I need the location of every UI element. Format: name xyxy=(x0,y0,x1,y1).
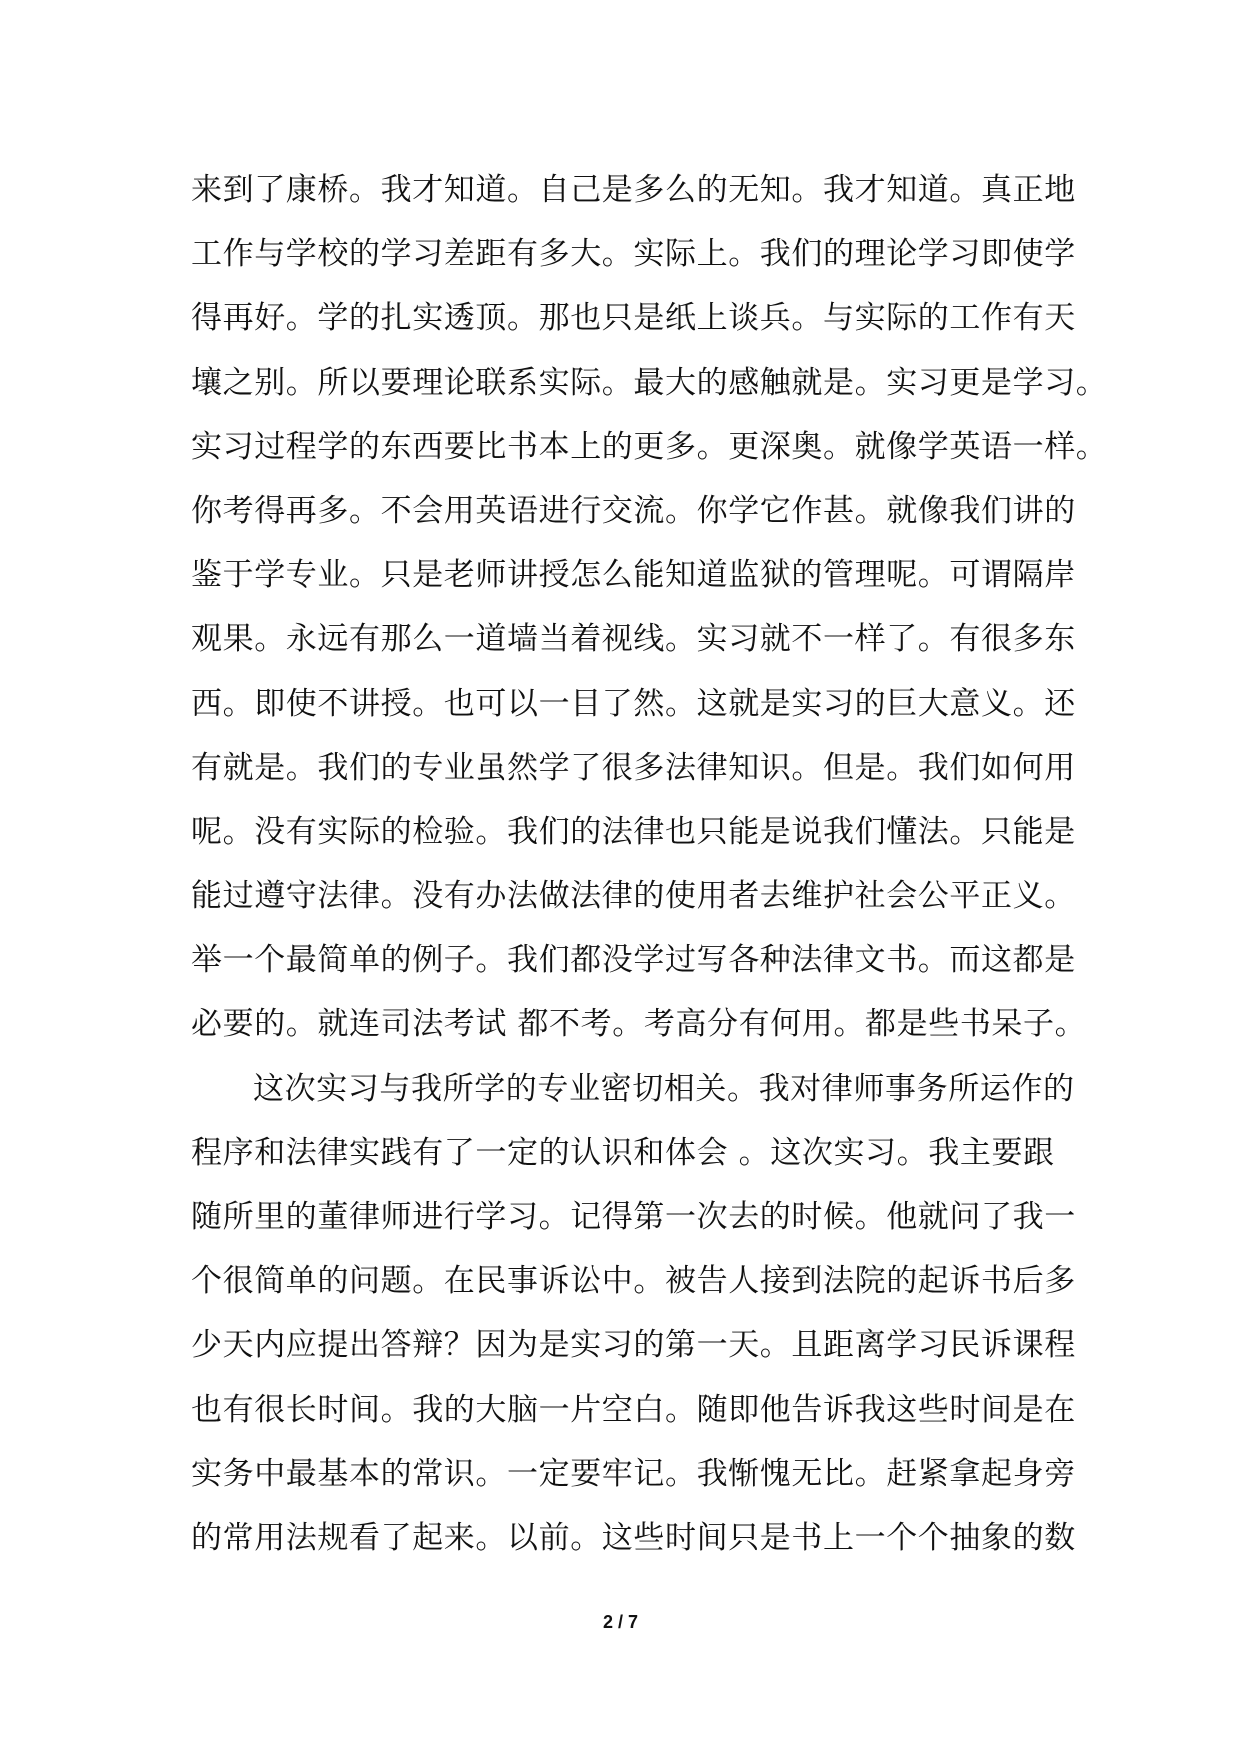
text-line: 随所里的董律师进行学习。记得第一次去的时候。他就问了我一 xyxy=(191,1199,1076,1235)
text-line: 西。即使不讲授。也可以一目了然。这就是实习的巨大意义。还 xyxy=(191,685,1076,722)
text-line: 得再好。学的扎实透顶。那也只是纸上谈兵。与实际的工作有天 xyxy=(191,300,1076,337)
text-line: 壤之别。所以要理论联系实际。最大的感触就是。实习更是学习。 xyxy=(191,364,1108,401)
body-text xyxy=(191,158,1108,1570)
page-number: 2 / 7 xyxy=(602,1612,639,1632)
text-line: 举一个最简单的例子。我们都没学过写各种法律文书。而这都是 xyxy=(191,942,1076,979)
text-line: 这次实习与我所学的专业密切相关。我对律师事务所运作的 xyxy=(253,1070,1075,1107)
text-line: 实习过程学的东西要比书本上的更多。更深奥。就像学英语一样。 xyxy=(191,428,1108,465)
text-line: 鉴于学专业。只是老师讲授怎么能知道监狱的管理呢。可谓隔岸 xyxy=(191,557,1076,594)
text-line: 你考得再多。不会用英语进行交流。你学它作甚。就像我们讲的 xyxy=(191,492,1076,529)
text-line: 有就是。我们的专业虽然学了很多法律知识。但是。我们如何用 xyxy=(191,749,1076,786)
text-line: 也有很长时间。我的大脑一片空白。随即他告诉我这些时间是在 xyxy=(191,1391,1076,1428)
text-line: 必要的。就连司法考试 都不考。考高分有何用。都是些书呆子。 xyxy=(191,1006,1087,1043)
text-line: 的常用法规看了起来。以前。这些时间只是书上一个个抽象的数 xyxy=(191,1519,1076,1556)
text-line: 来到了康桥。我才知道。自己是多么的无知。我才知道。真正地 xyxy=(191,172,1076,208)
text-line: 观果。永远有那么一道墙当着视线。实习就不一样了。有很多东 xyxy=(191,621,1076,658)
text-line: 实务中最基本的常识。一定要牢记。我惭愧无比。赶紧拿起身旁 xyxy=(191,1455,1076,1492)
text-line: 能过遵守法律。没有办法做法律的使用者去维护社会公平正义。 xyxy=(191,878,1076,915)
text-line: 个很简单的问题。在民事诉讼中。被告人接到法院的起诉书后多 xyxy=(191,1263,1076,1300)
text-line: 程序和法律实践有了一定的认识和体会 。这次实习。我主要跟 xyxy=(191,1134,1055,1171)
text-line: 呢。没有实际的检验。我们的法律也只能是说我们懂法。只能是 xyxy=(191,813,1076,850)
text-line: 工作与学校的学习差距有多大。实际上。我们的理论学习即使学 xyxy=(191,236,1076,273)
text-line: 少天内应提出答辩？因为是实习的第一天。且距离学习民诉课程 xyxy=(191,1327,1076,1364)
